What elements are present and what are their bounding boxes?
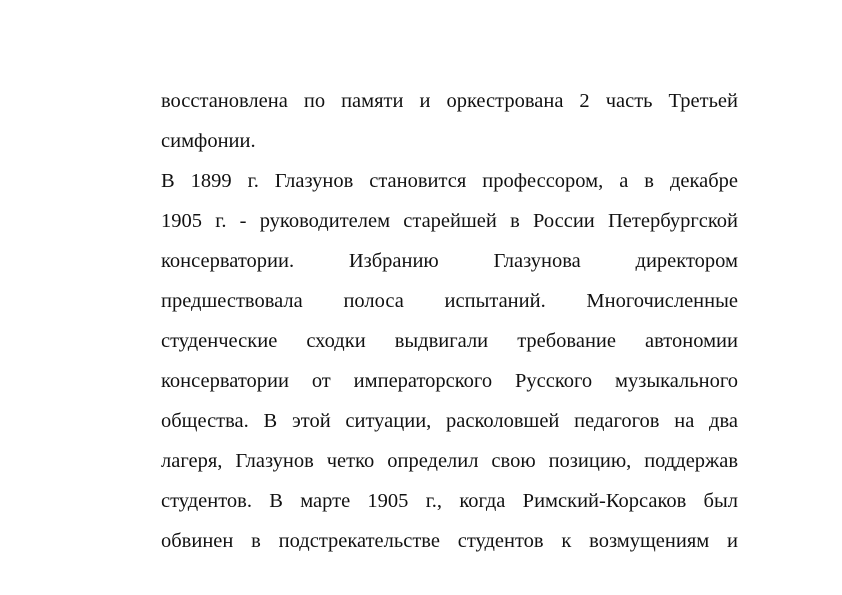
text-line: студентов. В марте 1905 г., когда Римский-Корсаков был [161,490,738,512]
text-line: студенческие сходки выдвигали требование автономии [161,330,738,352]
text-line: симфонии. [161,130,256,152]
body-text [161,85,738,565]
text-line: обвинен в подстрекательстве студентов к возмущениям и [161,530,738,552]
text-line: предшествовала полоса испытаний. Многочисленные [161,290,738,312]
text-line: консерватории от императорского Русского музыкального [161,370,738,392]
text-line: восстановлена по памяти и оркестрована 2 часть Третьей [161,90,738,112]
text-line: лагеря, Глазунов четко определил свою позицию, поддержав [161,450,738,472]
text-line: консерватории. Избранию Глазунова директором [161,250,738,272]
text-line: В 1899 г. Глазунов становится профессором, а в декабре [161,170,738,192]
text-line: 1905 г. - руководителем старейшей в России Петербургской [161,210,738,232]
text-line: общества. В этой ситуации, расколовшей педагогов на два [161,410,738,432]
